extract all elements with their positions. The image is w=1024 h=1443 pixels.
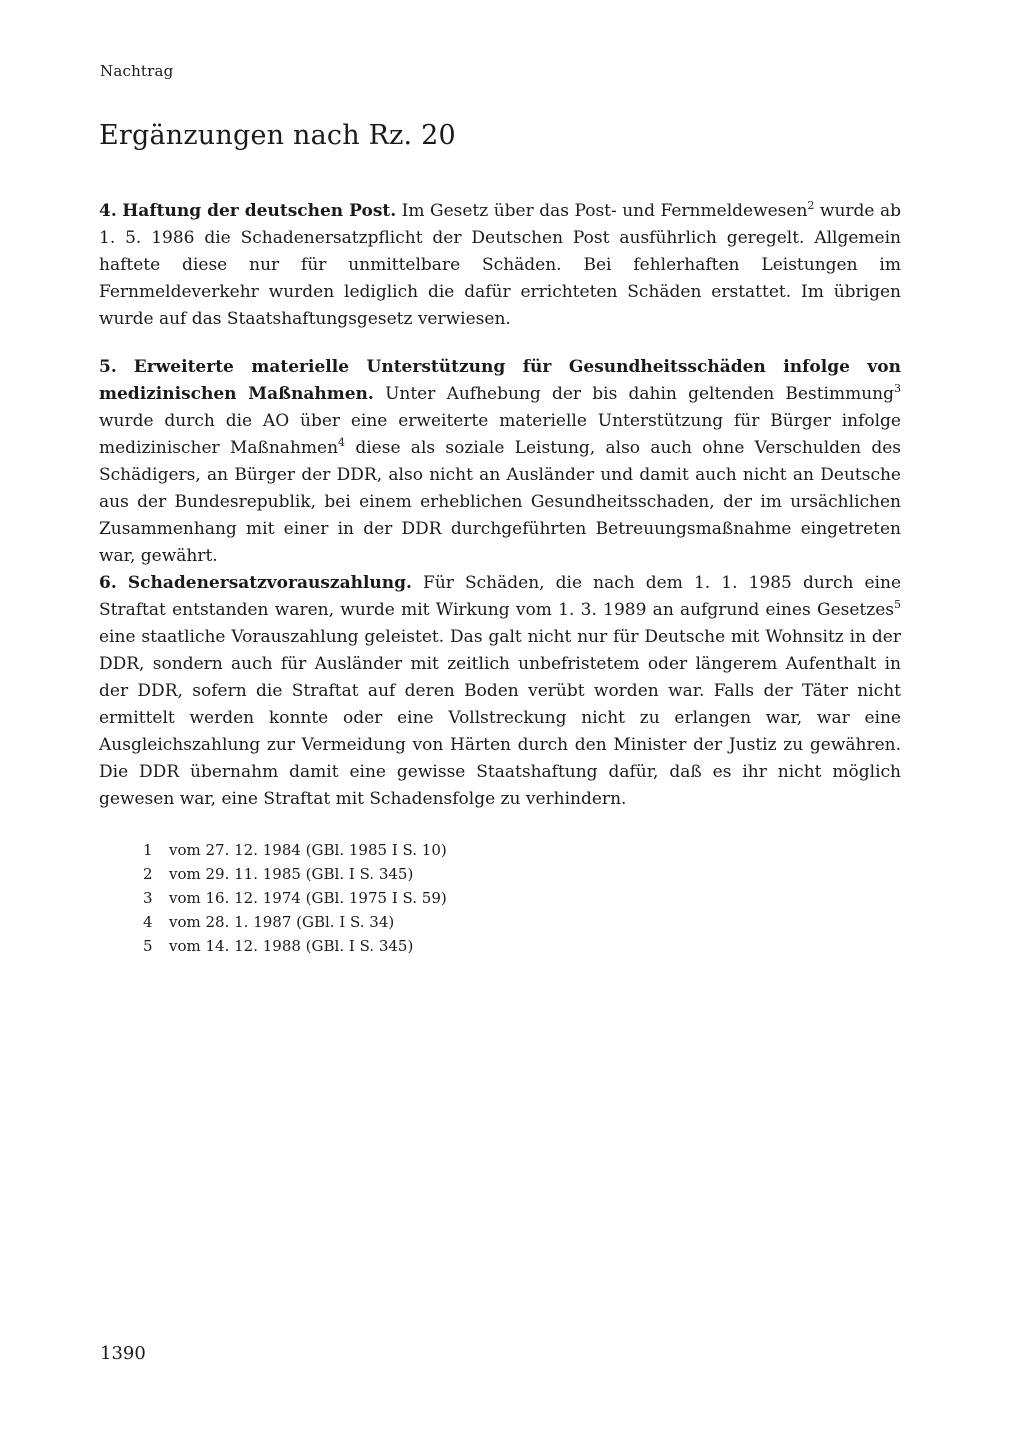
section-text: Unter Aufhebung der bis dahin geltenden Bestimmung (385, 384, 894, 404)
section-text: wurde durch die AO über eine erweiterte materielle Unterstützung für Bürger infolge medizinischer Maßnahmen (99, 411, 901, 458)
footnote-item (143, 934, 447, 958)
section-heading: Erweiterte materielle Unterstützung für Gesundheitsschäden infolge von medizinischen Maßnahmen. (99, 357, 902, 404)
footnote-number: 2 (143, 865, 153, 883)
page-title: Ergänzungen nach Rz. 20 (99, 120, 456, 151)
footnote-item (143, 910, 447, 934)
footnote-number: 1 (143, 841, 153, 859)
footnote-number: 3 (143, 889, 153, 907)
section-text: Im Gesetz über das Post- und Fernmeldewesen (401, 201, 808, 221)
section-text: Für Schäden, die nach dem 1. 1. 1985 durch eine Straftat entstanden waren, wurde mit Wirkung vom 1. 3. 1989 an aufgrund eines Gesetzes (99, 573, 902, 620)
footnote-ref: 4 (338, 436, 346, 449)
section-text: diese als soziale Leistung, also auch ohne Verschulden des Schädigers, an Bürger der DDR, also nicht an Ausländer und damit auch nicht an Deutsche aus der Bundesrepublik, bei einem erheblichen Gesundheitsschaden, der im ursächlichen Zusammenhang mit einer in der DDR durchgeführten Betreuungsmaßnahme eingetreten war, gewährt. (99, 438, 902, 566)
footnote-ref: 3 (894, 382, 901, 395)
footnotes-list (143, 838, 447, 958)
section-number: 6. (99, 573, 117, 593)
section-6-paragraph (99, 570, 901, 813)
footnote-item (143, 862, 447, 886)
section-5-paragraph (99, 354, 901, 570)
footnote-ref: 5 (894, 598, 901, 611)
footnote-text: vom 29. 11. 1985 (GBl. I S. 345) (169, 865, 414, 883)
footnote-text: vom 14. 12. 1988 (GBl. I S. 345) (169, 937, 414, 955)
footnote-number: 5 (143, 937, 153, 955)
section-heading: Schadenersatzvorauszahlung. (127, 573, 412, 593)
running-head: Nachtrag (100, 62, 174, 80)
section-number: 4. (99, 201, 117, 221)
footnote-text: vom 27. 12. 1984 (GBl. 1985 I S. 10) (169, 841, 447, 859)
footnote-text: vom 28. 1. 1987 (GBl. I S. 34) (169, 913, 395, 931)
section-heading: Haftung der deutschen Post. (122, 201, 397, 221)
section-text: wurde ab 1. 5. 1986 die Schadenersatzpflicht der Deutschen Post ausführlich geregelt. Allgemein haftete diese nur für unmittelbare Schäden. Bei fehlerhaften Leistungen im Fernmeldeverkehr wurden lediglich die dafür errichteten Schäden erstattet. Im übrigen wurde auf das Staatshaftungsgesetz verwiesen. (99, 201, 902, 329)
footnote-ref: 2 (807, 199, 815, 212)
footnote-number: 4 (143, 913, 153, 931)
footnote-item (143, 886, 447, 910)
section-4-paragraph (99, 198, 901, 333)
section-number: 5. (99, 357, 117, 377)
footnote-text: vom 16. 12. 1974 (GBl. 1975 I S. 59) (169, 889, 447, 907)
section-text: eine staatliche Vorauszahlung geleistet. Das galt nicht nur für Deutsche mit Wohnsitz in der DDR, sondern auch für Ausländer mit zeitlich unbefristetem oder längerem Aufenthalt in der DDR, sofern die Straftat auf deren Boden verübt worden war. Falls der Täter nicht ermittelt werden konnte oder eine Vollstreckung nicht zu erlangen war, war eine Ausgleichszahlung zur Vermeidung von Härten durch den Minister der Justiz zu gewähren. Die DDR übernahm damit eine gewisse Staatshaftung dafür, daß es ihr nicht möglich gewesen war, eine Straftat mit Schadensfolge zu verhindern. (99, 627, 901, 809)
page-number: 1390 (100, 1343, 146, 1364)
footnote-item (143, 838, 447, 862)
